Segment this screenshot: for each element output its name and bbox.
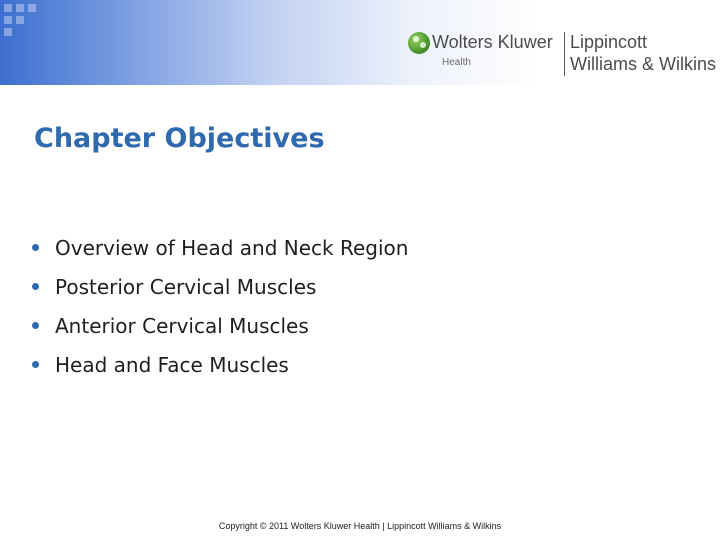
list-item	[32, 306, 408, 345]
list-item	[32, 345, 408, 384]
logo-company-name: Wolters Kluwer	[432, 32, 553, 52]
objectives-list	[32, 228, 408, 384]
bullet-icon	[32, 283, 39, 290]
logo-imprint-line1: Lippincott	[570, 32, 648, 52]
wolters-kluwer-globe-icon	[408, 32, 430, 54]
bullet-icon	[32, 244, 39, 251]
list-item	[32, 267, 408, 306]
slide-title: Chapter Objectives	[34, 123, 325, 154]
publisher-logo	[404, 28, 720, 80]
list-item-text: Overview of Head and Neck Region	[55, 235, 409, 260]
list-item	[32, 228, 408, 267]
copyright-footer: Copyright © 2011 Wolters Kluwer Health | Lippincott Williams & Wilkins	[218, 521, 502, 531]
list-item-text: Posterior Cervical Muscles	[55, 274, 317, 299]
logo-divider	[564, 32, 565, 76]
bullet-icon	[32, 322, 39, 329]
decorative-squares	[0, 0, 90, 40]
list-item-text: Anterior Cervical Muscles	[55, 313, 309, 338]
list-item-text: Head and Face Muscles	[55, 352, 289, 377]
logo-imprint-line2: Williams & Wilkins	[570, 54, 716, 74]
bullet-icon	[32, 361, 39, 368]
logo-division: Health	[442, 57, 471, 68]
